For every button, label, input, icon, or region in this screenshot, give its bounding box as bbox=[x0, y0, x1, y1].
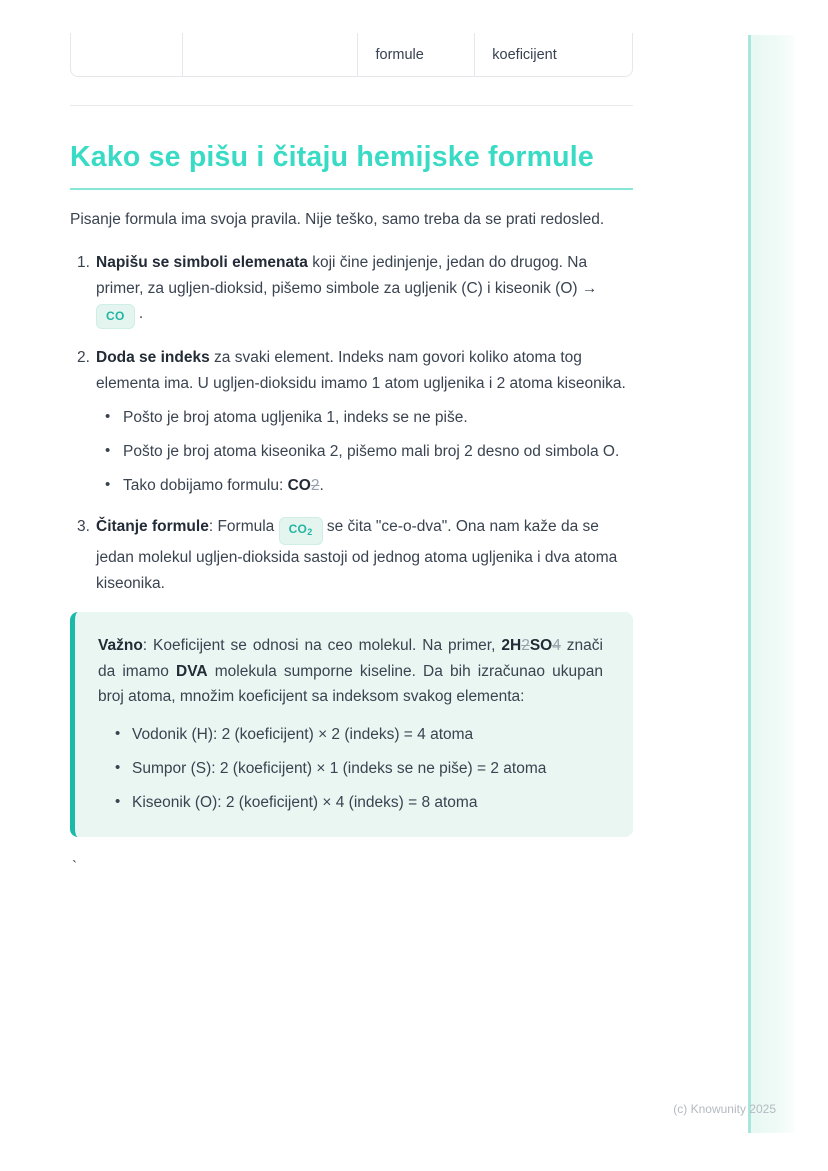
formula-index: 2 bbox=[521, 637, 530, 654]
important-callout-box bbox=[70, 612, 633, 837]
bullet-dot: • bbox=[115, 758, 121, 776]
formula-main: CO bbox=[287, 477, 311, 494]
bullet-dot: • bbox=[115, 724, 121, 742]
badge-subscript: 2 bbox=[307, 527, 313, 537]
callout-label: Važno bbox=[98, 637, 143, 654]
table-cell-text: formule bbox=[375, 46, 424, 63]
page-title: Kako se pišu i čitaju hemijske formule bbox=[70, 142, 633, 190]
steps-list bbox=[70, 250, 633, 596]
formula-part: 2H bbox=[501, 637, 522, 654]
callout-bullet-item bbox=[98, 790, 603, 815]
callout-paragraph bbox=[98, 633, 603, 710]
callout-bullet-list bbox=[98, 722, 603, 815]
bullet-text: Pošto je broj atoma kiseonika 2, pišemo mali broj 2 desno od simbola O. bbox=[123, 443, 620, 460]
bullet-text: Pošto je broj atoma ugljenika 1, indeks se ne piše. bbox=[123, 409, 468, 426]
bullet-dot: • bbox=[105, 442, 111, 459]
table-cell-empty-2 bbox=[183, 33, 359, 76]
sub-bullet-item bbox=[96, 405, 633, 430]
bullet-dot: • bbox=[105, 408, 111, 425]
step-suffix: . bbox=[134, 305, 144, 322]
formula-part: SO bbox=[529, 637, 553, 654]
callout-bullet-item bbox=[98, 722, 603, 747]
step-item-3 bbox=[70, 514, 633, 596]
bullet-text: Tako dobijamo formulu: bbox=[123, 477, 288, 494]
formula-badge-co2 bbox=[279, 517, 323, 545]
table-cell-text: koeficijent bbox=[492, 46, 557, 63]
callout-emphasis: DVA bbox=[176, 662, 208, 680]
step-text-after: se čita "ce-o-dva". Ona nam kaže da se jedan molekul ugljen-dioksida sastoji od jednog atoma ugljenika i dva atoma kiseonika. bbox=[96, 518, 618, 592]
bullet-suffix: . bbox=[319, 477, 324, 494]
bullet-text: Vodonik (H): 2 (koeficijent) × 2 (indeks) = 4 atoma bbox=[132, 725, 474, 743]
step-marker: 3. bbox=[77, 518, 90, 535]
intro-paragraph: Pisanje formula ima svoja pravila. Nije teško, samo treba da se prati redosled. bbox=[70, 211, 605, 228]
copyright-footer: (c) Knowunity 2025 bbox=[673, 1102, 776, 1116]
stray-backtick: ` bbox=[72, 858, 78, 876]
badge-main-text: CO bbox=[288, 522, 308, 536]
formula-badge-co: CO bbox=[96, 304, 135, 329]
sub-bullet-item bbox=[96, 439, 633, 464]
section-divider bbox=[70, 105, 633, 106]
document-content bbox=[70, 33, 633, 877]
step-bold-text: Napišu se simboli elemenata bbox=[96, 254, 308, 271]
table-cell-formule bbox=[358, 33, 475, 76]
table-fragment bbox=[70, 33, 633, 77]
sub-bullet-list bbox=[96, 405, 633, 498]
sub-bullet-item bbox=[96, 473, 633, 498]
callout-text: znači da imamo bbox=[98, 637, 603, 680]
table-cell-koeficijent bbox=[475, 33, 632, 76]
step-text: koji čine jedinjenje, jedan do drugog. Na primer, za ugljen-dioksid, pišemo simbole za ugljenik (C) i kiseonik (O) → bbox=[96, 254, 598, 297]
callout-bullet-item bbox=[98, 756, 603, 781]
step-text: za svaki element. Indeks nam govori koliko atoma tog elementa ima. U ugljen-dioksidu imamo 1 atom ugljenika i 2 atoma kiseonika. bbox=[96, 349, 626, 392]
formula-index: 2 bbox=[310, 477, 320, 494]
step-marker: 1. bbox=[77, 254, 90, 271]
bullet-text: Sumpor (S): 2 (koeficijent) × 1 (indeks se ne piše) = 2 atoma bbox=[132, 759, 547, 777]
table-cell-empty-1 bbox=[71, 33, 183, 76]
step-item-2 bbox=[70, 345, 633, 498]
page-edge-highlight-bar bbox=[748, 35, 795, 1133]
step-item-1 bbox=[70, 250, 633, 329]
bullet-dot: • bbox=[115, 792, 121, 810]
step-text: : Formula bbox=[208, 518, 279, 535]
formula-index: 4 bbox=[552, 637, 561, 654]
bullet-dot: • bbox=[105, 476, 111, 493]
step-marker: 2. bbox=[77, 349, 90, 366]
callout-text: : Koeficijent se odnosi na ceo molekul. Na primer, bbox=[142, 637, 502, 654]
bullet-text: Kiseonik (O): 2 (koeficijent) × 4 (indeks) = 8 atoma bbox=[132, 793, 478, 811]
step-bold-text: Čitanje formule bbox=[96, 518, 209, 535]
step-bold-text: Doda se indeks bbox=[96, 349, 210, 366]
callout-text: molekula sumporne kiseline. Da bih izračunao ukupan broj atoma, množim koeficijent sa indeksom svakog elementa: bbox=[98, 662, 603, 705]
